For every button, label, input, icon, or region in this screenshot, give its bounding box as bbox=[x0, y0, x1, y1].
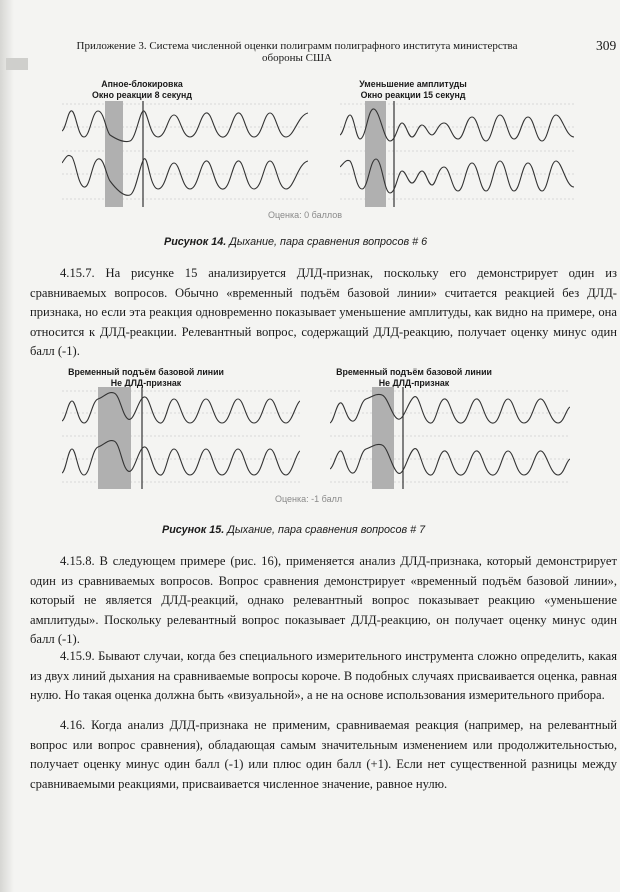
fig14-left-label-line2: Окно реакции 8 секунд bbox=[92, 89, 192, 100]
fig14-right-respiration-chart bbox=[340, 101, 574, 208]
fig14-right-label bbox=[333, 79, 493, 100]
fig14-caption-text: Дыхание, пара сравнения вопросов # 6 bbox=[226, 236, 428, 248]
abdominal-trace bbox=[62, 155, 308, 195]
fig14-left-label-line1: Апное-блокировка bbox=[101, 79, 183, 89]
fig14-caption bbox=[164, 236, 427, 248]
paragraph-text: 4.15.7. На рисунке 15 анализируется ДЛД-признак, поскольку его демонстрирует один из сравниваемых вопросов. Обычно «временный подъём базовой линии» считается реакцией без ДЛД-признака, но если эта реакция одновременно показывает уменьшение амплитуды, как видно на примере, она относится к ДЛД-реакции. Релевантный вопрос, содержащий ДЛД-реакцию, получает оценку минус один балл (-1). bbox=[30, 266, 617, 358]
reaction-window-band bbox=[98, 387, 131, 489]
paragraph-4-16 bbox=[30, 716, 617, 794]
fig15-right-label-line1: Временный подъём базовой линии bbox=[336, 367, 492, 377]
paragraph-text: 4.15.8. В следующем примере (рис. 16), применяется анализ ДЛД-признака, который демонстрирует один из сравниваемых вопросов. Вопрос сравнения демонстрирует «временный подъём базовой линии», который не является ДЛД-реакций, однако релевантный вопрос показывает реакцию «уменьшение амплитуды». Поскольку релевантный вопрос показывает ДЛД-реакцию, он получает оценку минус один балл (-1). bbox=[30, 554, 617, 646]
fig15-left-label-line1: Временный подъём базовой линии bbox=[68, 367, 224, 377]
paragraph-text: 4.15.9. Бывают случаи, когда без специального измерительного инструмента сложно определить, какая из двух линий дыхания на сравниваемые вопросы короче. В подобных случаях присваивается оценка, равная нулю. Но такая оценка должна быть «визуальной», а не на основе использования измерительного прибора. bbox=[30, 649, 617, 702]
fig15-caption-prefix: Рисунок 15. bbox=[162, 524, 225, 536]
paragraph-4-15-7 bbox=[30, 264, 617, 362]
abdominal-trace bbox=[62, 441, 300, 476]
fig14-right-label-line2: Окно реакции 15 секунд bbox=[360, 89, 466, 100]
fig15-right-label-line2: Не ДЛД-признак bbox=[378, 377, 450, 388]
running-header: Приложение 3. Система численной оценки полиграмм полиграфного института министерства обороны США bbox=[76, 40, 518, 64]
fig15-right-label bbox=[324, 367, 504, 388]
reaction-window-band bbox=[365, 101, 386, 207]
paragraph-4-15-9 bbox=[30, 647, 617, 706]
fig14-left-label bbox=[62, 79, 222, 100]
scan-page-edge-shadow bbox=[0, 0, 14, 892]
reaction-window-band bbox=[372, 387, 394, 489]
paragraph-text: 4.16. Когда анализ ДЛД-признака не применим, сравниваемая реакция (например, на релевантный вопрос или вопрос сравнения), обладающая самым значительным изменением или продолжительностью, получает оценку минус один балл (-1) или плюс один балл (+1). Если нет существенной разницы между сравниваемыми реакциями, присваивается численное значение, равное нулю. bbox=[30, 718, 617, 791]
fig15-left-respiration-chart bbox=[62, 387, 300, 490]
fig14-left-respiration-chart bbox=[62, 101, 308, 208]
thoracic-trace bbox=[62, 111, 308, 142]
fig15-left-label-line2: Не ДЛД-признак bbox=[110, 377, 182, 388]
fig15-caption bbox=[162, 524, 425, 536]
paragraph-4-15-8 bbox=[30, 552, 617, 650]
thoracic-trace bbox=[330, 394, 570, 423]
reaction-window-band bbox=[105, 101, 123, 207]
abdominal-trace bbox=[330, 444, 570, 475]
page-number: 309 bbox=[596, 38, 617, 53]
fig14-score: Оценка: 0 баллов bbox=[268, 210, 343, 220]
fig15-caption-text: Дыхание, пара сравнения вопросов # 7 bbox=[224, 524, 426, 536]
scan-artifact bbox=[6, 58, 28, 70]
thoracic-trace bbox=[62, 393, 300, 424]
fig15-right-respiration-chart bbox=[330, 387, 570, 490]
fig15-left-label bbox=[56, 367, 236, 388]
fig15-score: Оценка: -1 балл bbox=[275, 494, 343, 504]
fig14-caption-prefix: Рисунок 14. bbox=[164, 236, 227, 248]
fig14-right-label-line1: Уменьшение амплитуды bbox=[359, 79, 467, 89]
